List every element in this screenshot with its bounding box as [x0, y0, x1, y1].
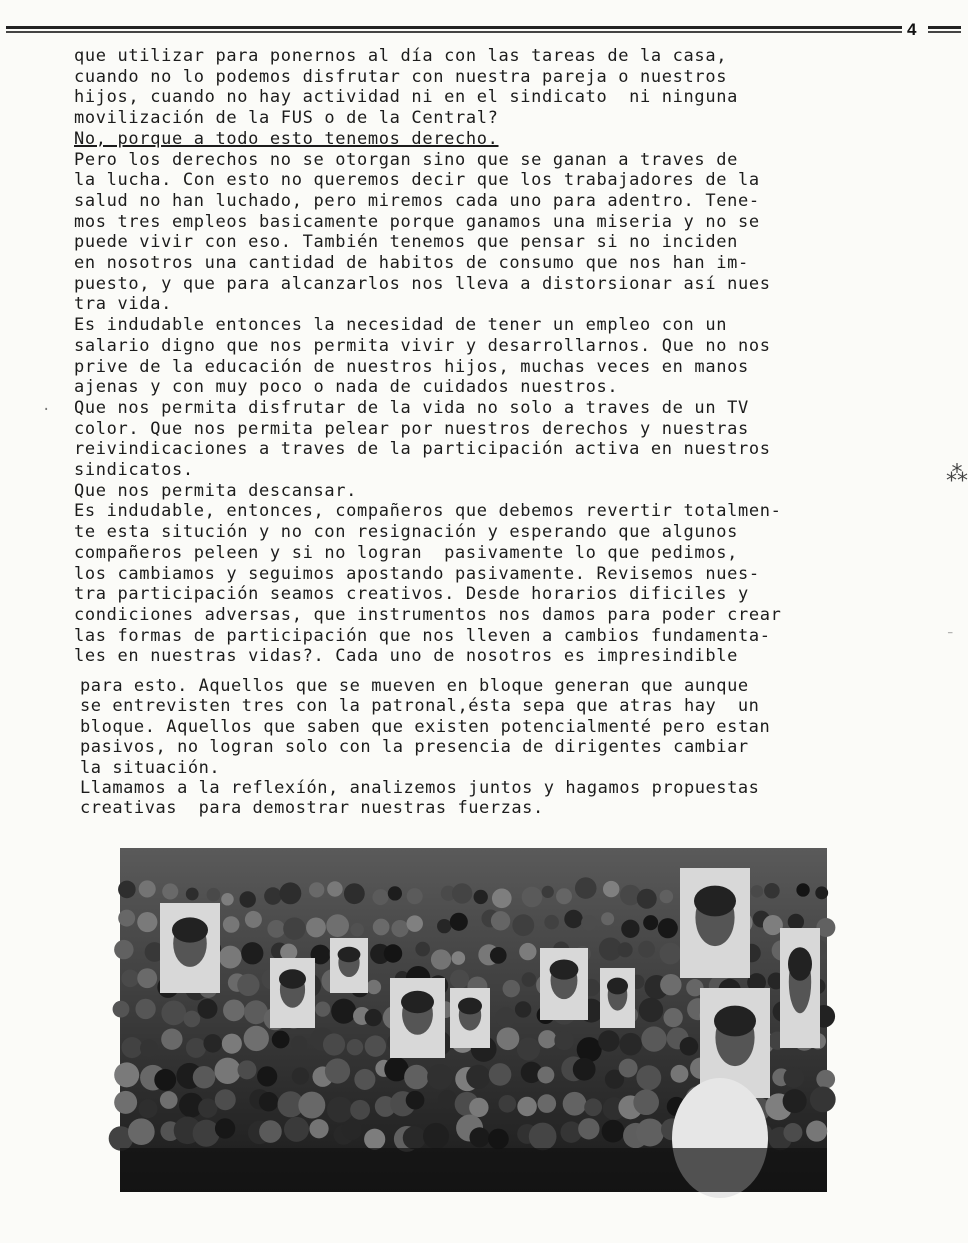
- margin-mark: .: [42, 398, 51, 414]
- article-line: tra participación seamos creativos. Desde horarios dificiles y: [74, 584, 749, 605]
- article-line: Es indudable entonces la necesidad de tener un empleo con un: [74, 315, 728, 336]
- article-line: les en nuestras vidas?. Cada uno de nosotros es impresindible: [74, 646, 738, 667]
- article-line: que utilizar para ponernos al día con las tareas de la casa,: [74, 46, 728, 66]
- article-line: puede vivir con eso. También tenemos que pensar si no inciden: [74, 232, 738, 253]
- article-line: salario digno que nos permita vivir y desarrollarnos. Que no nos: [74, 335, 771, 356]
- article-line: puesto, y que para alcanzarlos nos lleva a distorsionar así nues: [74, 273, 771, 294]
- article-line: te esta situción y no con resignación y esperando que algunos: [74, 522, 738, 543]
- article-line: pasivos, no logran solo con la presencia de dirigentes cambiar: [80, 737, 749, 758]
- article-line: Que nos permita descansar.: [74, 480, 358, 501]
- article-body-part1: [74, 46, 894, 667]
- article-body-part2: [80, 676, 900, 819]
- article-line: cuando no lo podemos disfrutar con nuestra pareja o nuestros: [74, 66, 728, 87]
- article-line: Llamamos a la reflexíón, analizemos juntos y hagamos propuestas: [80, 778, 760, 799]
- article-line: creativas para demostrar nuestras fuerzas.: [80, 798, 544, 819]
- article-line: color. Que nos permita pelear por nuestros derechos y nuestras: [74, 418, 749, 439]
- margin-mark: ⁂: [946, 462, 968, 487]
- article-line: mos tres empleos basicamente porque ganamos una miseria y no se: [74, 211, 760, 232]
- article-line: Que nos permita disfrutar de la vida no solo a traves de un TV: [74, 397, 749, 418]
- article-line: condiciones adversas, que instrumentos nos damos para poder crear: [74, 604, 782, 625]
- article-line: para esto. Aquellos que se mueven en bloque generan que aunque: [80, 676, 749, 696]
- article-line: sindicatos.: [74, 460, 194, 481]
- article-line: los cambiamos y seguimos apostando pasivamente. Revisemos nues-: [74, 563, 760, 584]
- article-line: ajenas y con muy poco o nada de cuidados nuestros.: [74, 377, 619, 398]
- article-line: movilización de la FUS o de la Central?: [74, 108, 499, 129]
- article-line: reivindicaciones a traves de la participación activa en nuestros: [74, 439, 771, 460]
- article-line: la lucha. Con esto no queremos decir que los trabajadores de la: [74, 170, 760, 191]
- header-rule: [6, 26, 902, 36]
- protest-photo: [120, 848, 827, 1192]
- article-line: las formas de participación que nos lleven a cambios fundamenta-: [74, 625, 771, 646]
- article-line: hijos, cuando no hay actividad ni en el sindicato ni ninguna: [74, 87, 738, 108]
- article-line: en nosotros una cantidad de habitos de consumo que nos han im-: [74, 253, 749, 274]
- article-line: salud no han luchado, pero miremos cada uno para adentro. Tene-: [74, 190, 760, 211]
- article-line: Pero los derechos no se otorgan sino que se ganan a traves de: [74, 149, 738, 170]
- article-line: No, porque a todo esto tenemos derecho.: [74, 128, 499, 149]
- article-line: compañeros peleen y si no logran pasivamente lo que pedimos,: [74, 542, 738, 563]
- article-line: Es indudable, entonces, compañeros que debemos revertir totalmen-: [74, 501, 782, 522]
- protest-photo-image: [120, 848, 827, 1192]
- article-line: la situación.: [80, 757, 221, 778]
- header-rule-right: [928, 26, 961, 36]
- margin-mark: ⁻: [946, 628, 955, 644]
- page-number: 4: [907, 20, 917, 39]
- article-line: tra vida.: [74, 294, 172, 315]
- article-line: prive de la educación de nuestros hijos, muchas veces en manos: [74, 356, 749, 377]
- article-line: bloque. Aquellos que saben que existen potencialmenté pero estan: [80, 716, 771, 737]
- article-line: se entrevisten tres con la patronal,ésta sepa que atras hay un: [80, 696, 760, 717]
